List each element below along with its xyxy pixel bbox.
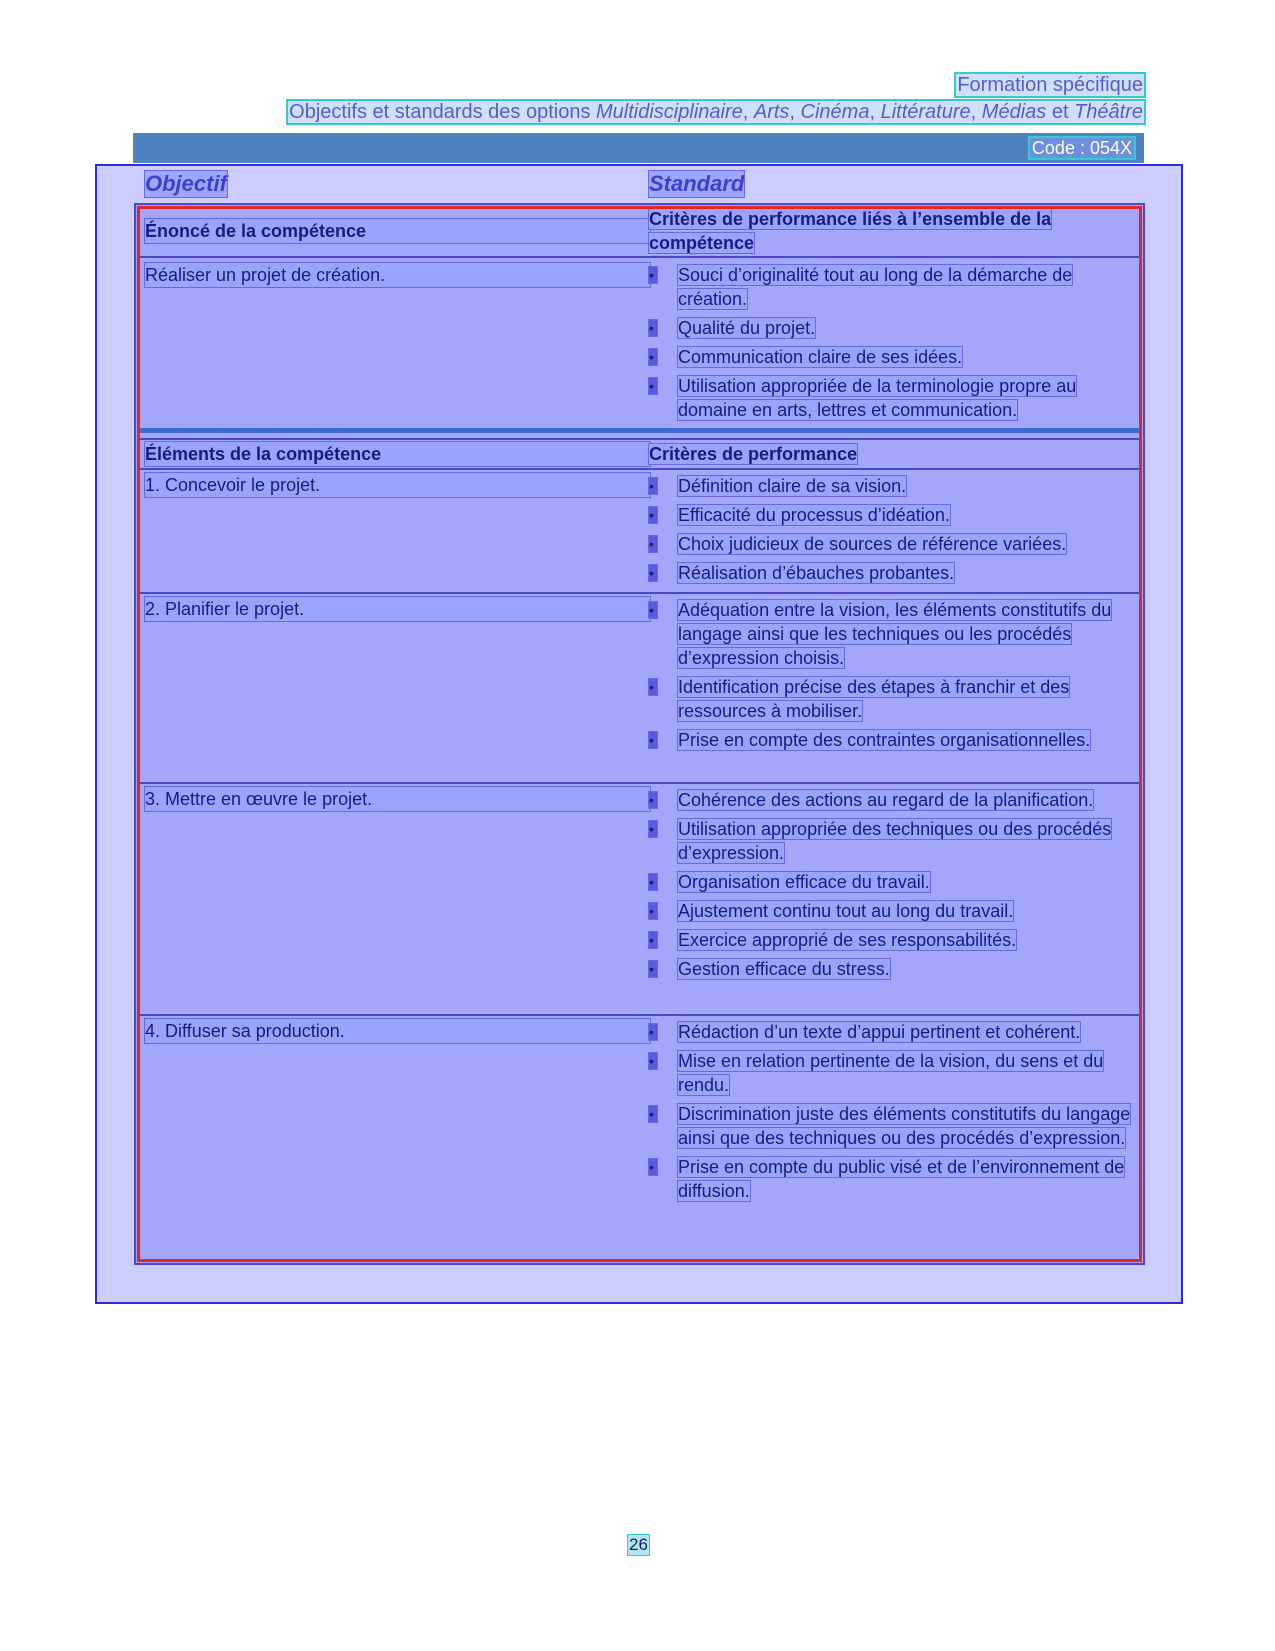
list-item: • Ajustement continu tout au long du travail. (649, 901, 1014, 921)
criteres-global-list (649, 263, 1134, 427)
list-item: • Utilisation appropriée des techniques ou des procédés d’expression. (649, 819, 1112, 863)
element-row-4: 4. Diffuser sa production. (145, 1019, 650, 1043)
bullet-icon: • (649, 267, 657, 283)
row-divider (137, 782, 1142, 784)
bullet-icon: • (649, 961, 657, 977)
enonce-text: Réaliser un projet de création. (145, 263, 650, 287)
list-item: • Cohérence des actions au regard de la planification. (649, 790, 1094, 810)
section-divider (137, 428, 1142, 433)
code-label: Code : 054X (1031, 138, 1132, 158)
enonce-heading: Énoncé de la compétence (145, 219, 650, 243)
element-row-3-criteres (649, 788, 1134, 986)
list-item: • Utilisation appropriée de la terminologie propre au domaine en arts, lettres et communication. (649, 376, 1077, 420)
bullet-icon: • (649, 320, 657, 336)
element-row-2-criteres (649, 598, 1134, 757)
elements-heading: Éléments de la compétence (145, 442, 650, 466)
bullet-icon: • (649, 874, 657, 890)
list-item: • Identification précise des étapes à franchir et des ressources à mobiliser. (649, 677, 1070, 721)
criteres-heading: Critères de performance (649, 444, 858, 464)
element-row-1-criteres (649, 474, 1134, 590)
bullet-icon: • (649, 378, 657, 394)
list-item: • Rédaction d’un texte d’appui pertinent et cohérent. (649, 1022, 1081, 1042)
list-item: • Prise en compte du public visé et de l’environnement de diffusion. (649, 1157, 1125, 1201)
bullet-icon: • (649, 478, 657, 494)
bullet-icon: • (649, 602, 657, 618)
header-options-line: Objectifs et standards des options Multidisciplinaire, Arts, Cinéma, Littérature, Médias et Théâtre (289, 101, 1143, 123)
list-item: • Communication claire de ses idées. (649, 347, 963, 367)
element-row-4-criteres (649, 1020, 1134, 1208)
row-divider (137, 1014, 1142, 1016)
bullet-icon: • (649, 903, 657, 919)
column-heading-objectif: Objectif (145, 171, 227, 196)
bullet-icon: • (649, 821, 657, 837)
list-item: • Gestion efficace du stress. (649, 959, 890, 979)
bullet-icon: • (649, 1024, 657, 1040)
element-row-1: 1. Concevoir le projet. (145, 473, 650, 497)
list-item: • Organisation efficace du travail. (649, 872, 930, 892)
code-bar (133, 133, 1144, 163)
bullet-icon: • (649, 1053, 657, 1069)
bullet-icon: • (649, 679, 657, 695)
row-divider (137, 256, 1142, 258)
column-heading-standard: Standard (649, 171, 745, 196)
header-program-title: Formation spécifique (957, 74, 1143, 96)
bullet-icon: • (649, 1159, 657, 1175)
list-item: • Choix judicieux de sources de référence variées. (649, 534, 1067, 554)
list-item: • Prise en compte des contraintes organisationnelles. (649, 730, 1091, 750)
bullet-icon: • (649, 565, 657, 581)
bullet-icon: • (649, 932, 657, 948)
list-item: • Efficacité du processus d’idéation. (649, 505, 950, 525)
list-item: • Souci d’originalité tout au long de la démarche de création. (649, 265, 1073, 309)
criteres-global-heading: Critères de performance liés à l’ensemble de la compétence (649, 209, 1052, 253)
bullet-icon: • (649, 792, 657, 808)
list-item: • Mise en relation pertinente de la vision, du sens et du rendu. (649, 1051, 1104, 1095)
element-row-3: 3. Mettre en œuvre le projet. (145, 787, 650, 811)
bullet-icon: • (649, 349, 657, 365)
list-item: • Qualité du projet. (649, 318, 816, 338)
page-number: 26 (629, 1535, 648, 1554)
row-divider (137, 592, 1142, 594)
bullet-icon: • (649, 507, 657, 523)
bullet-icon: • (649, 536, 657, 552)
bullet-icon: • (649, 732, 657, 748)
bullet-icon: • (649, 1106, 657, 1122)
row-divider (137, 438, 1142, 440)
row-divider (137, 468, 1142, 470)
list-item: • Définition claire de sa vision. (649, 476, 907, 496)
list-item: • Discrimination juste des éléments constitutifs du langage ainsi que des techniques ou des procédés d’expression. (649, 1104, 1131, 1148)
list-item: • Exercice approprié de ses responsabilités. (649, 930, 1017, 950)
element-row-2: 2. Planifier le projet. (145, 597, 650, 621)
list-item: • Adéquation entre la vision, les éléments constitutifs du langage ainsi que les techniques ou les procédés d’expression choisis. (649, 600, 1112, 668)
list-item: • Réalisation d’ébauches probantes. (649, 563, 955, 583)
